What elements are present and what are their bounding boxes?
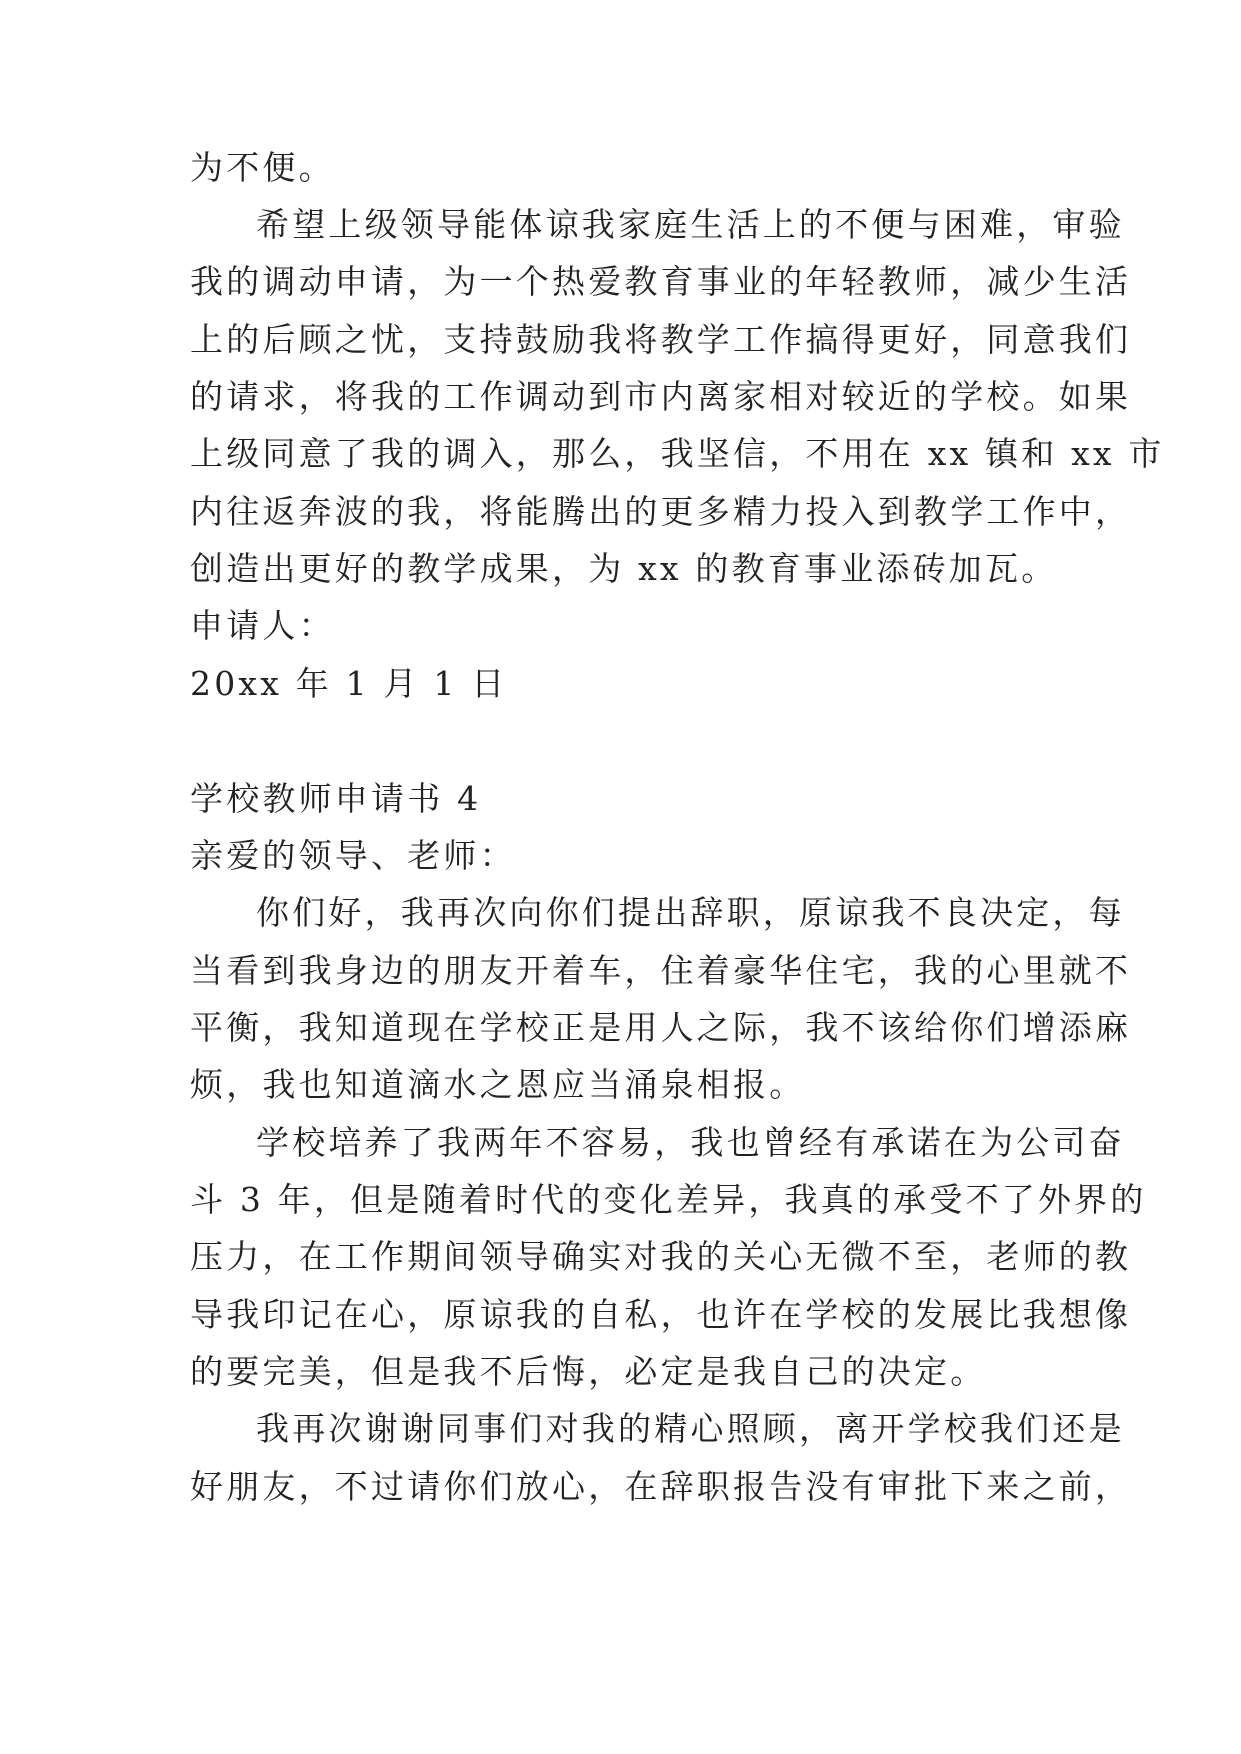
text-line: 好朋友，不过请你们放心，在辞职报告没有审批下来之前，	[190, 1467, 1132, 1506]
text-line: 上级同意了我的调入，那么，我坚信，不用在 xx 镇和 xx 市	[190, 434, 1165, 473]
text-line: 平衡，我知道现在学校正是用人之际，我不该给你们增添麻	[190, 1008, 1132, 1047]
text-line: 烦，我也知道滴水之恩应当涌泉相报。	[190, 1065, 806, 1104]
text-line: 你们好，我再次向你们提出辞职，原谅我不良决定，每	[256, 893, 1125, 932]
text-line: 上的后顾之忧，支持鼓励我将教学工作搞得更好，同意我们	[190, 320, 1132, 359]
text-line: 我的调动申请，为一个热爱教育事业的年轻教师，减少生活	[190, 262, 1132, 301]
text-line: 的要完美，但是我不后悔，必定是我自己的决定。	[190, 1352, 987, 1391]
section-title: 学校教师申请书 4	[190, 779, 482, 818]
text-line: 创造出更好的教学成果，为 xx 的教育事业添砖加瓦。	[190, 549, 1058, 588]
signature-label: 申请人：	[190, 606, 335, 645]
text-line: 斗 3 年，但是随着时代的变化差异，我真的承受不了外界的	[190, 1180, 1147, 1219]
text-line: 压力，在工作期间领导确实对我的关心无微不至，老师的教	[190, 1237, 1132, 1276]
text-line: 希望上级领导能体谅我家庭生活上的不便与困难，审验	[256, 205, 1125, 244]
text-line: 内往返奔波的我，将能腾出的更多精力投入到教学工作中，	[190, 492, 1132, 531]
text-line: 导我印记在心，原谅我的自私，也许在学校的发展比我想像	[190, 1295, 1132, 1334]
text-line: 我再次谢谢同事们对我的精心照顾，离开学校我们还是	[256, 1409, 1125, 1448]
date-line: 20xx 年 1 月 1 日	[190, 664, 508, 703]
text-line: 当看到我身边的朋友开着车，住着豪华住宅，我的心里就不	[190, 951, 1132, 990]
text-line: 为不便。	[190, 148, 335, 187]
salutation: 亲爱的领导、老师：	[190, 836, 516, 875]
text-line: 的请求，将我的工作调动到市内离家相对较近的学校。如果	[190, 377, 1132, 416]
text-line: 学校培养了我两年不容易，我也曾经有承诺在为公司奋	[256, 1123, 1125, 1162]
